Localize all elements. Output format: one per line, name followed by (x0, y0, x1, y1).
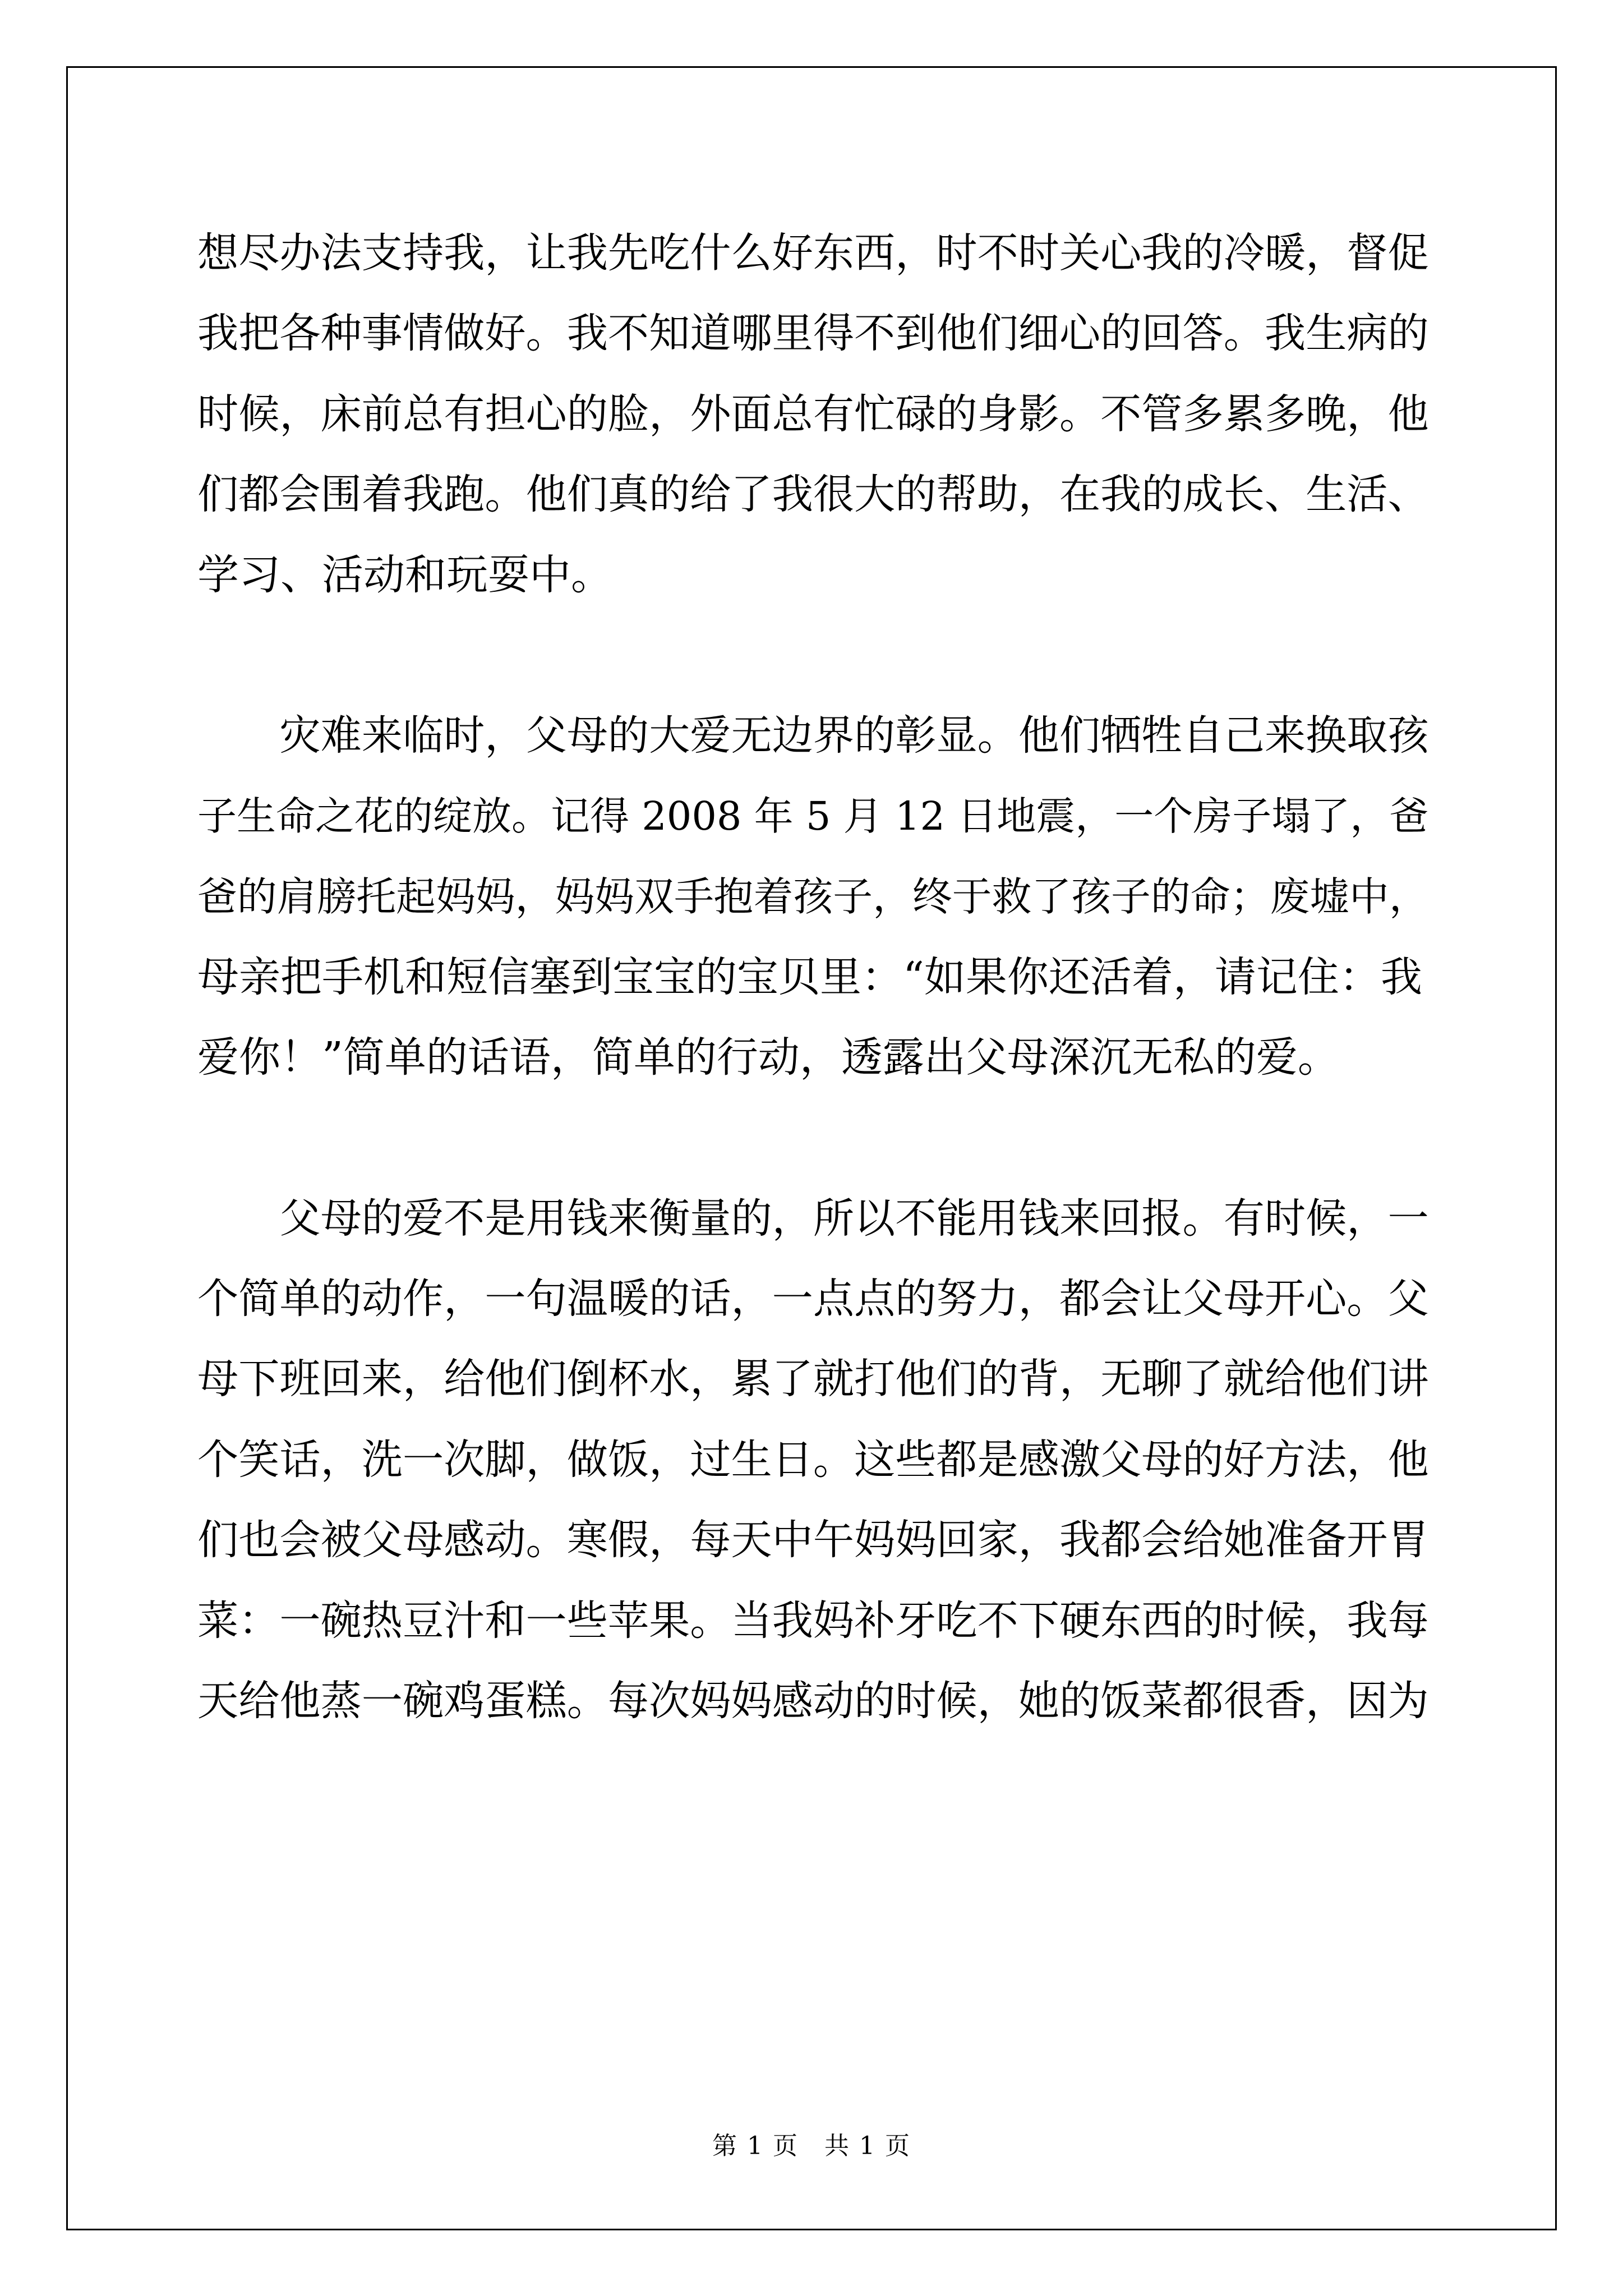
text-line: 们都会围着我跑。他们真的给了我很大的帮助，在我的成长、生活、 (197, 471, 1429, 519)
text-line: 爸的肩膀托起妈妈，妈妈双手抱着孩子，终于救了孩子的命；废墟中， (197, 873, 1429, 921)
text-line: 母亲把手机和短信塞到宝宝的宝贝里：“如果你还活着，请记住：我 (197, 953, 1422, 1001)
text-line: 我把各种事情做好。我不知道哪里得不到他们细心的回答。我生病的 (197, 310, 1429, 358)
text-line: 个简单的动作，一句温暖的话，一点点的努力，都会让父母开心。父 (197, 1275, 1429, 1323)
text-line: 灾难来临时，父母的大爱无边界的彰显。他们牺牲自己来换取孩 (197, 712, 1429, 760)
text-line: 个笑话，洗一次脚，做饭，过生日。这些都是感激父母的好方法，他 (197, 1435, 1429, 1484)
page-footer: 第 1 页 共 1 页 (712, 2132, 911, 2160)
text-line: 爱你！”简单的话语，简单的行动，透露出父母深沉无私的爱。 (197, 1033, 1339, 1082)
document-body (197, 213, 1429, 1741)
text-line: 菜：一碗热豆汁和一些苹果。当我妈补牙吃不下硬东西的时候，我每 (197, 1596, 1429, 1645)
text-line: 学习、活动和玩耍中。 (197, 550, 612, 599)
text-line: 子生命之花的绽放。记得 2008 年 5 月 12 日地震，一个房子塌了，爸 (197, 793, 1429, 839)
text-line: 时候，床前总有担心的脸，外面总有忙碌的身影。不管多累多晚，他 (197, 390, 1429, 438)
text-line: 父母的爱不是用钱来衡量的，所以不能用钱来回报。有时候，一 (197, 1194, 1429, 1243)
paragraph-gap (197, 1098, 1429, 1178)
text-line: 天给他蒸一碗鸡蛋糕。每次妈妈感动的时候，她的饭菜都很香，因为 (197, 1677, 1429, 1726)
paragraph-gap (197, 615, 1429, 696)
text-line: 母下班回来，给他们倒杯水，累了就打他们的背，无聊了就给他们讲 (197, 1355, 1429, 1404)
text-line: 们也会被父母感动。寒假，每天中午妈妈回家，我都会给她准备开胃 (197, 1516, 1429, 1565)
text-line: 想尽办法支持我，让我先吃什么好东西，时不时关心我的冷暖，督促 (197, 229, 1429, 277)
